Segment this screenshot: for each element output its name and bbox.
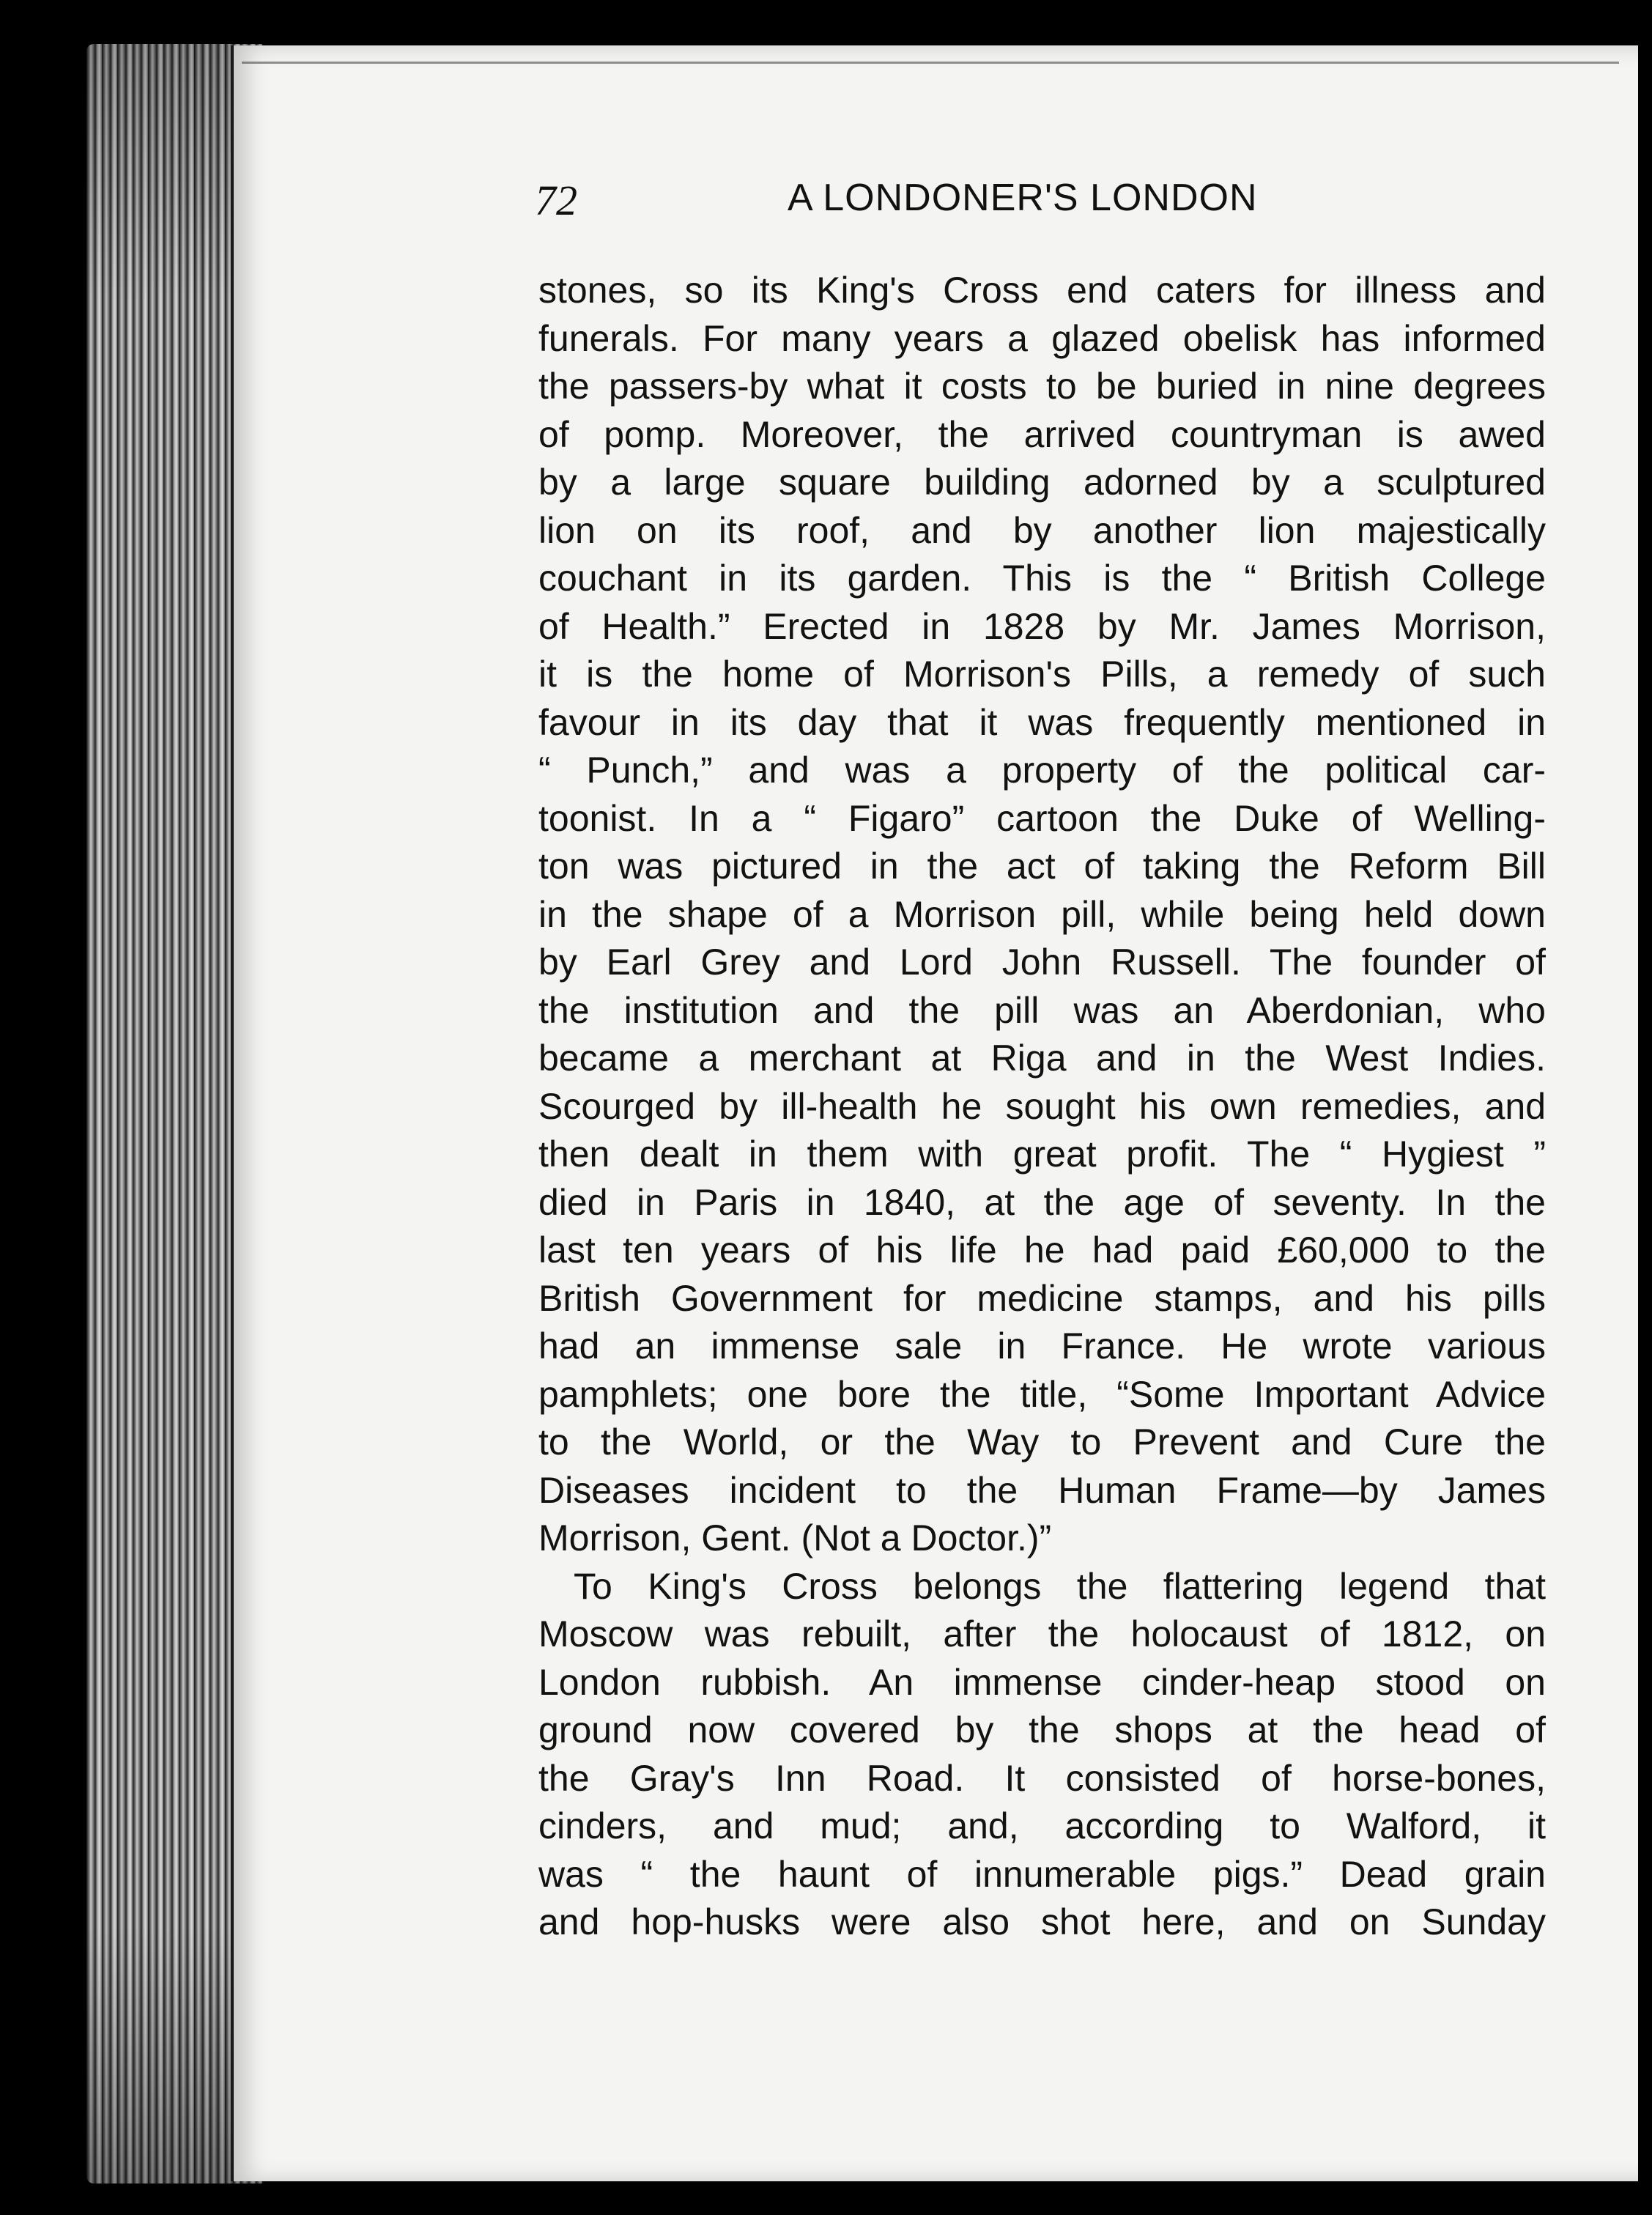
running-head: A LONDONER'S LONDON	[788, 177, 1258, 219]
text-line: London rubbish. An immense cinder-heap stood on	[538, 1661, 1546, 1703]
paragraph-first-line: To King's Cross belongs the flattering legend that	[574, 1565, 1546, 1607]
text-line: and hop-husks were also shot here, and on Sunday	[538, 1901, 1546, 1942]
text-line: the Gray's Inn Road. It consisted of horse-bones,	[538, 1757, 1546, 1799]
text-line: ground now covered by the shops at the head of	[538, 1709, 1546, 1750]
text-line: of pomp. Moreover, the arrived countryman is awed	[538, 413, 1546, 455]
text-line: British Government for medicine stamps, and his pills	[538, 1277, 1546, 1319]
text-line: lion on its roof, and by another lion majestically	[538, 509, 1546, 551]
text-line: funerals. For many years a glazed obelisk has informed	[538, 317, 1546, 359]
text-line: the institution and the pill was an Aberdonian, who	[538, 989, 1546, 1031]
page-number: 72	[535, 177, 577, 224]
text-line: it is the home of Morrison's Pills, a remedy of such	[538, 654, 1546, 695]
text-line: of Health.” Erected in 1828 by Mr. James Morrison,	[538, 605, 1546, 647]
text-line: died in Paris in 1840, at the age of seventy. In the	[538, 1181, 1546, 1223]
text-line: became a merchant at Riga and in the West Indies.	[538, 1038, 1546, 1079]
page-header	[535, 176, 1553, 234]
text-line: stones, so its King's Cross end caters for illness and	[538, 270, 1546, 311]
text-line: toonist. In a “ Figaro” cartoon the Duke of Welling-	[538, 797, 1546, 839]
text-line: last ten years of his life he had paid £60,000 to the	[538, 1229, 1546, 1271]
text-line: couchant in its garden. This is the “ British College	[538, 558, 1546, 599]
text-line: by Earl Grey and Lord John Russell. The founder of	[538, 942, 1546, 983]
scan-right-border	[1638, 45, 1652, 2181]
text-line: pamphlets; one bore the title, “Some Important Advice	[538, 1373, 1546, 1415]
text-line: then dealt in them with great profit. The “ Hygiest ”	[538, 1134, 1546, 1175]
text-line: to the World, or the Way to Prevent and Cure the	[538, 1421, 1546, 1463]
text-line: ton was pictured in the act of taking the Reform Bill	[538, 846, 1546, 887]
text-line: Scourged by ill-health he sought his own remedies, and	[538, 1085, 1546, 1127]
body-text	[538, 267, 1546, 1947]
text-line: Moscow was rebuilt, after the holocaust of 1812, on	[538, 1613, 1546, 1654]
text-line: cinders, and mud; and, according to Walford, it	[538, 1805, 1546, 1846]
text-line: “ Punch,” and was a property of the political car-	[538, 750, 1546, 791]
text-line: had an immense sale in France. He wrote various	[538, 1325, 1546, 1367]
page-top-rule	[242, 62, 1619, 64]
paragraph-last-line: Morrison, Gent. (Not a Doctor.)”	[538, 1517, 1052, 1558]
text-line: Diseases incident to the Human Frame—by James	[538, 1469, 1546, 1511]
text-line: by a large square building adorned by a sculptured	[538, 462, 1546, 503]
text-line: the passers-by what it costs to be buried in nine degrees	[538, 366, 1546, 407]
text-line: in the shape of a Morrison pill, while being held down	[538, 893, 1546, 935]
text-line: favour in its day that it was frequently mentioned in	[538, 701, 1546, 743]
text-line: was “ the haunt of innumerable pigs.” Dead grain	[538, 1853, 1546, 1895]
